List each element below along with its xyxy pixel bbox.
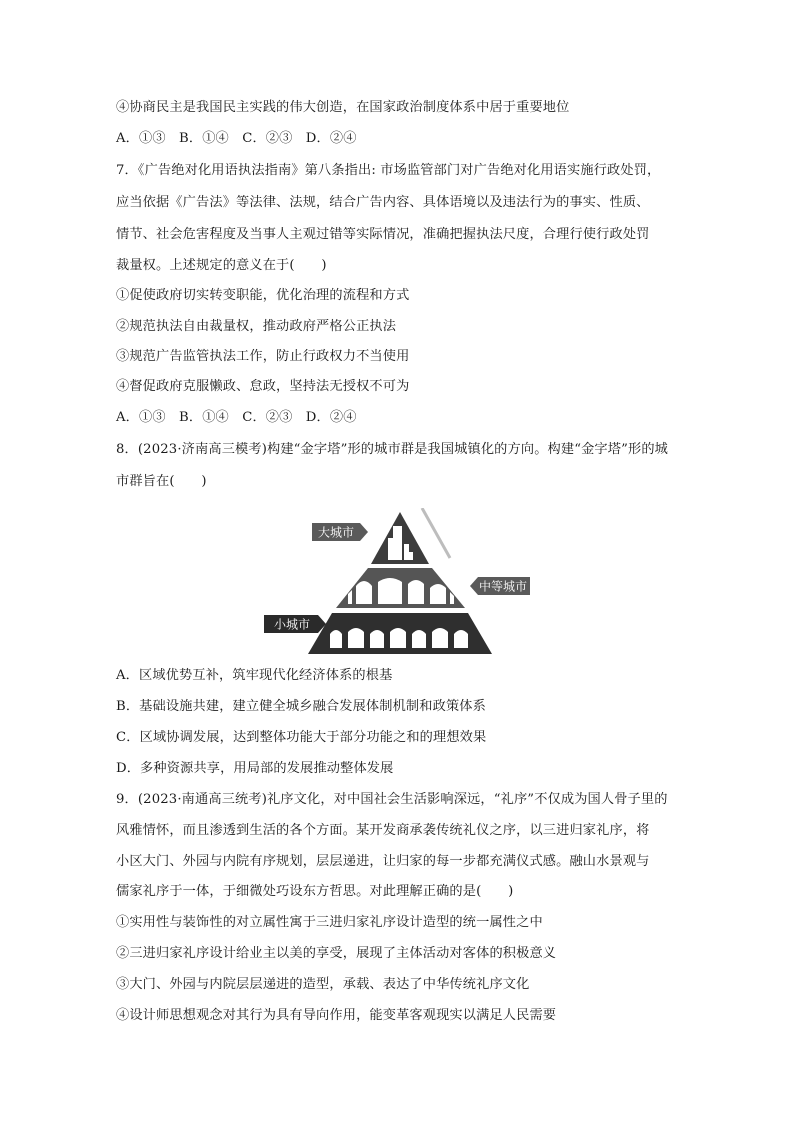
- q8-stem-line-1: 8．(2023·济南高三模考)构建“金字塔”形的城市群是我国城镇化的方向。构建“金字塔”形的城: [116, 442, 669, 457]
- q9-option-1: ①实用性与装饰性的对立属性寓于三进归家礼序设计造型的统一属性之中: [116, 915, 543, 930]
- q8-option-d: D．多种资源共享，用局部的发展推动整体发展: [116, 761, 394, 776]
- q7-stem-line-3: 情节、社会危害程度及当事人主观过错等实际情况，准确把握执法尺度，合理行使行政处罚: [116, 227, 650, 242]
- q6-option-4: ④协商民主是我国民主实践的伟大创造，在国家政治制度体系中居于重要地位: [116, 100, 570, 115]
- q7-stem-line-1: 7．《广告绝对化用语执法指南》第八条指出: 市场监管部门对广告绝对化用语实施行政处罚，: [116, 163, 661, 178]
- q7-choices: A．①③ B．①④ C．②③ D．②④: [116, 410, 357, 425]
- q6-choices: A．①③ B．①④ C．②③ D．②④: [116, 131, 357, 146]
- city-pyramid-figure: [260, 508, 536, 658]
- q9-option-4: ④设计师思想观念对其行为具有导向作用，能变革客观现实以满足人民需要: [116, 1008, 557, 1023]
- q9-option-3: ③大门、外园与内院层层递进的造型，承载、表达了中华传统礼序文化: [116, 977, 530, 992]
- q8-option-a: A．区域优势互补，筑牢现代化经济体系的根基: [116, 668, 393, 683]
- q9-stem-line-4: 儒家礼序于一体，于细微处巧设东方哲思。对此理解正确的是( ): [116, 884, 514, 899]
- q9-stem-line-1: 9．(2023·南通高三统考)礼序文化，对中国社会生活影响深远，“礼序”不仅成为国人骨子里的: [116, 792, 668, 807]
- q8-stem-line-2: 市群旨在( ): [116, 474, 207, 489]
- q8-option-b: B．基础设施共建，建立健全城乡融合发展体制机制和政策体系: [116, 699, 486, 714]
- q7-option-2: ②规范执法自由裁量权，推动政府严格公正执法: [116, 319, 397, 334]
- label-big-city: 大城市: [317, 525, 355, 540]
- q8-option-c: C．区域协调发展，达到整体功能大于部分功能之和的理想效果: [116, 730, 487, 745]
- q7-option-4: ④督促政府克服懒政、怠政，坚持法无授权不可为: [116, 379, 410, 394]
- pyramid-accent-line: [422, 508, 450, 558]
- q9-option-2: ②三进归家礼序设计给业主以美的享受，展现了主体活动对客体的积极意义: [116, 946, 557, 961]
- q7-stem-line-4: 裁量权。上述规定的意义在于( ): [116, 258, 327, 273]
- label-small-city: 小城市: [273, 617, 311, 632]
- q9-stem-line-2: 风雅情怀，而且渗透到生活的各个方面。某开发商承袭传统礼仪之序，以三进归家礼序，将: [116, 823, 650, 838]
- q7-option-1: ①促使政府切实转变职能，优化治理的流程和方式: [116, 288, 410, 303]
- q7-option-3: ③规范广告监管执法工作，防止行政权力不当使用: [116, 349, 410, 364]
- q7-stem-line-2: 应当依据《广告法》等法律、法规，结合广告内容、具体语境以及违法行为的事实、性质、: [116, 195, 650, 210]
- q9-stem-line-3: 小区大门、外园与内院有序规划，层层递进，让归家的每一步都充满仪式感。融山水景观与: [116, 854, 650, 869]
- label-medium-city: 中等城市: [478, 579, 528, 594]
